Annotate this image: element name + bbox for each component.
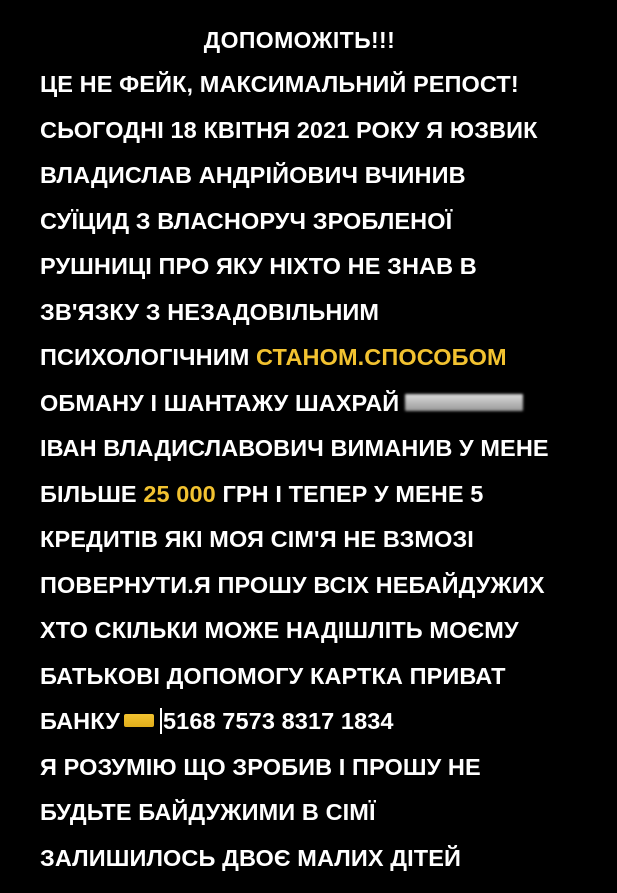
post-line-text: БАТЬКОВІ ДОПОМОГУ КАРТКА ПРИВАТ xyxy=(40,662,506,689)
post-line xyxy=(40,699,583,745)
post-line-text: ВЛАДИСЛАВ АНДРІЙОВИЧ ВЧИНИВ xyxy=(40,162,466,188)
highlighted-text: СТАНОМ.СПОСОБОМ xyxy=(256,344,507,370)
post-line-text: ІВАН ВЛАДИСЛАВОВИЧ ВИМАНИВ У МЕНЕ xyxy=(40,435,549,461)
post-line xyxy=(40,153,583,199)
redaction-bar-icon xyxy=(405,394,523,411)
post-line-text: ПСИХОЛОГІЧНИМ xyxy=(40,344,257,370)
post-line xyxy=(40,199,583,245)
post-line xyxy=(40,654,583,700)
post-line xyxy=(40,517,583,563)
post-line xyxy=(40,381,583,427)
post-line-text: БАНКУ xyxy=(40,708,120,734)
post-line xyxy=(40,836,583,882)
post-line xyxy=(40,426,583,472)
post-line-text: ГРН І ТЕПЕР У МЕНЕ 5 xyxy=(215,480,484,507)
post-line xyxy=(40,745,583,791)
post-line xyxy=(40,335,583,381)
post-line-text: 5168 7573 8317 1834 xyxy=(163,708,394,734)
highlighted-text: 25 000 xyxy=(143,480,216,507)
post-line xyxy=(40,790,583,836)
post-line-text: СУЇЦИД З ВЛАСНОРУЧ ЗРОБЛЕНОЇ xyxy=(40,207,453,234)
post-line-text: КРЕДИТІВ ЯКІ МОЯ СІМ'Я НЕ ВЗМОЗІ xyxy=(40,526,474,552)
post-line-text: СЬОГОДНІ 18 КВІТНЯ 2021 РОКУ Я ЮЗВИК xyxy=(40,116,538,143)
post-line-text: ХТО СКІЛЬКИ МОЖЕ НАДІШЛІТЬ МОЄМУ xyxy=(40,617,519,643)
post-line-text: ЗВ'ЯЗКУ З НЕЗАДОВІЛЬНИМ xyxy=(40,298,380,325)
post-line-text: РУШНИЦІ ПРО ЯКУ НІХТО НЕ ЗНАВ В xyxy=(40,253,477,279)
card-marker-icon xyxy=(124,714,154,727)
post-body xyxy=(40,62,583,881)
text-caret-icon xyxy=(160,708,162,734)
post-line-text: ОБМАНУ І ШАНТАЖУ ШАХРАЙ xyxy=(40,389,400,416)
post-line-text: Я РОЗУМІЮ ЩО ЗРОБИВ І ПРОШУ НЕ xyxy=(40,753,481,780)
post-line-text: ЗАЛИШИЛОСЬ ДВОЄ МАЛИХ ДІТЕЙ xyxy=(40,844,461,871)
post-line-text: ПОВЕРНУТИ.Я ПРОШУ ВСІХ НЕБАЙДУЖИХ xyxy=(40,571,545,598)
post-title: ДОПОМОЖІТЬ!!! xyxy=(203,27,396,53)
post-line xyxy=(40,608,583,654)
post-line-text: БІЛЬШЕ xyxy=(40,480,144,507)
post-line-text: БУДЬТЕ БАЙДУЖИМИ В СІМЇ xyxy=(40,799,376,825)
post-line xyxy=(40,62,583,108)
post-line xyxy=(40,244,583,290)
post-line xyxy=(40,472,583,518)
post-line xyxy=(40,563,583,609)
post-line xyxy=(40,108,583,154)
post-line xyxy=(40,290,583,336)
post-line-text: ЦЕ НЕ ФЕЙК, МАКСИМАЛЬНИЙ РЕПОСТ! xyxy=(40,71,519,97)
